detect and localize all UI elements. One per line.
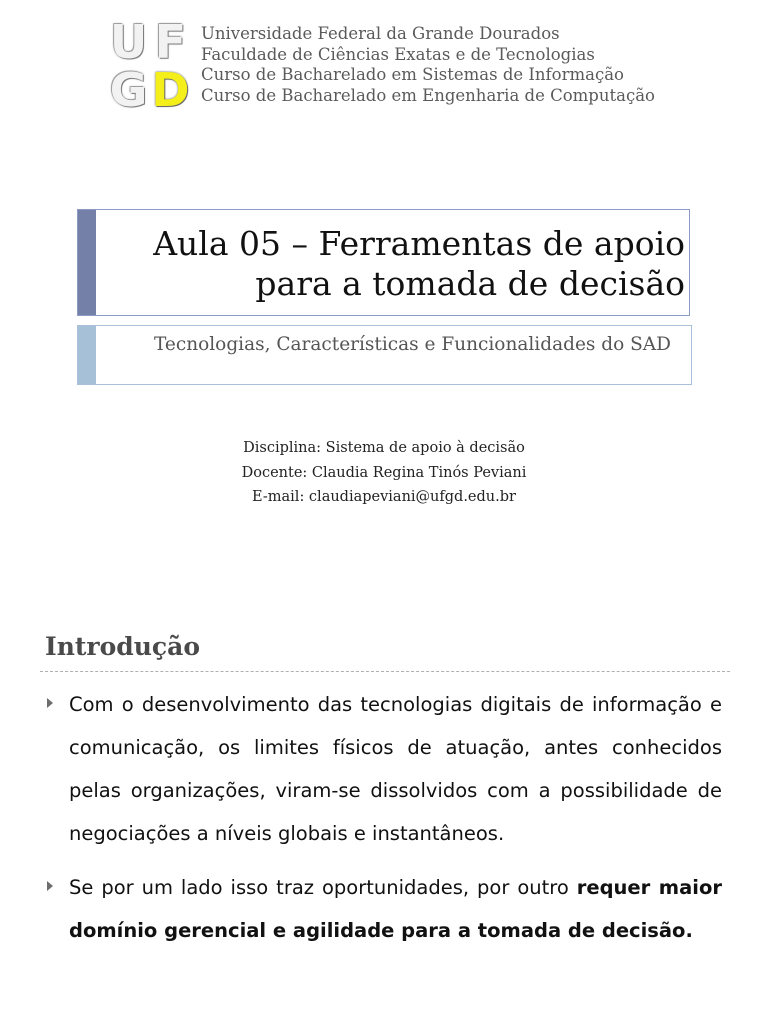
logo-letter-g: G (109, 63, 148, 117)
triangle-bullet-icon (47, 698, 53, 708)
title-box (77, 209, 690, 316)
bullet-text-bold: requer maior domínio gerencial e agilidade para a tomada de decisão. (69, 876, 722, 942)
teacher-text: Docente: Claudia Regina Tinós Peviani (241, 464, 527, 481)
email-text: E-mail: claudiapeviani@ufgd.edu.br (252, 489, 516, 505)
section-title: Introdução (45, 632, 201, 661)
institution-line-course-si: Curso de Bacharelado em Sistemas de Informação (201, 65, 624, 85)
title-divider (40, 671, 730, 672)
slide-title (95, 224, 685, 304)
institution-header (201, 24, 655, 106)
institution-line-faculty: Faculdade de Ciências Exatas e de Tecnologias (201, 44, 595, 64)
institution-line-university: Universidade Federal da Grande Dourados (201, 24, 560, 43)
institution-line-course-ec: Curso de Bacharelado em Engenharia de Computação (201, 85, 655, 105)
title-accent-bar (78, 210, 96, 315)
ufgd-logo (106, 15, 192, 117)
bullet-text: Com o desenvolvimento das tecnologias digitais de informação e comunicação, os limites físicos de atuação, antes conhecidos pelas organizações, viram-se dissolvidos com a possibilidade de negociações a níveis globais e instantâneos. (69, 693, 722, 845)
bullet-text (69, 866, 722, 952)
triangle-bullet-icon (47, 881, 53, 891)
intro-slide (0, 612, 768, 1024)
course-info (0, 436, 768, 510)
subtitle-box (77, 325, 692, 385)
logo-letter-u: U (109, 15, 148, 69)
logo-letter-d: D (151, 63, 190, 117)
slide-subtitle: Tecnologias, Características e Funcionalidades do SAD (154, 334, 671, 355)
bullet-item (47, 866, 722, 952)
slide-title-line2: para a tomada de decisão (255, 264, 685, 303)
bullet-text-regular: Se por um lado isso traz oportunidades, por outro (69, 876, 577, 899)
discipline-text: Disciplina: Sistema de apoio à decisão (243, 440, 525, 456)
logo-letter-f: F (154, 15, 187, 69)
subtitle-accent-bar (78, 326, 96, 384)
bullet-item (47, 683, 722, 855)
slide-title-line1: Aula 05 – Ferramentas de apoio (153, 224, 685, 263)
